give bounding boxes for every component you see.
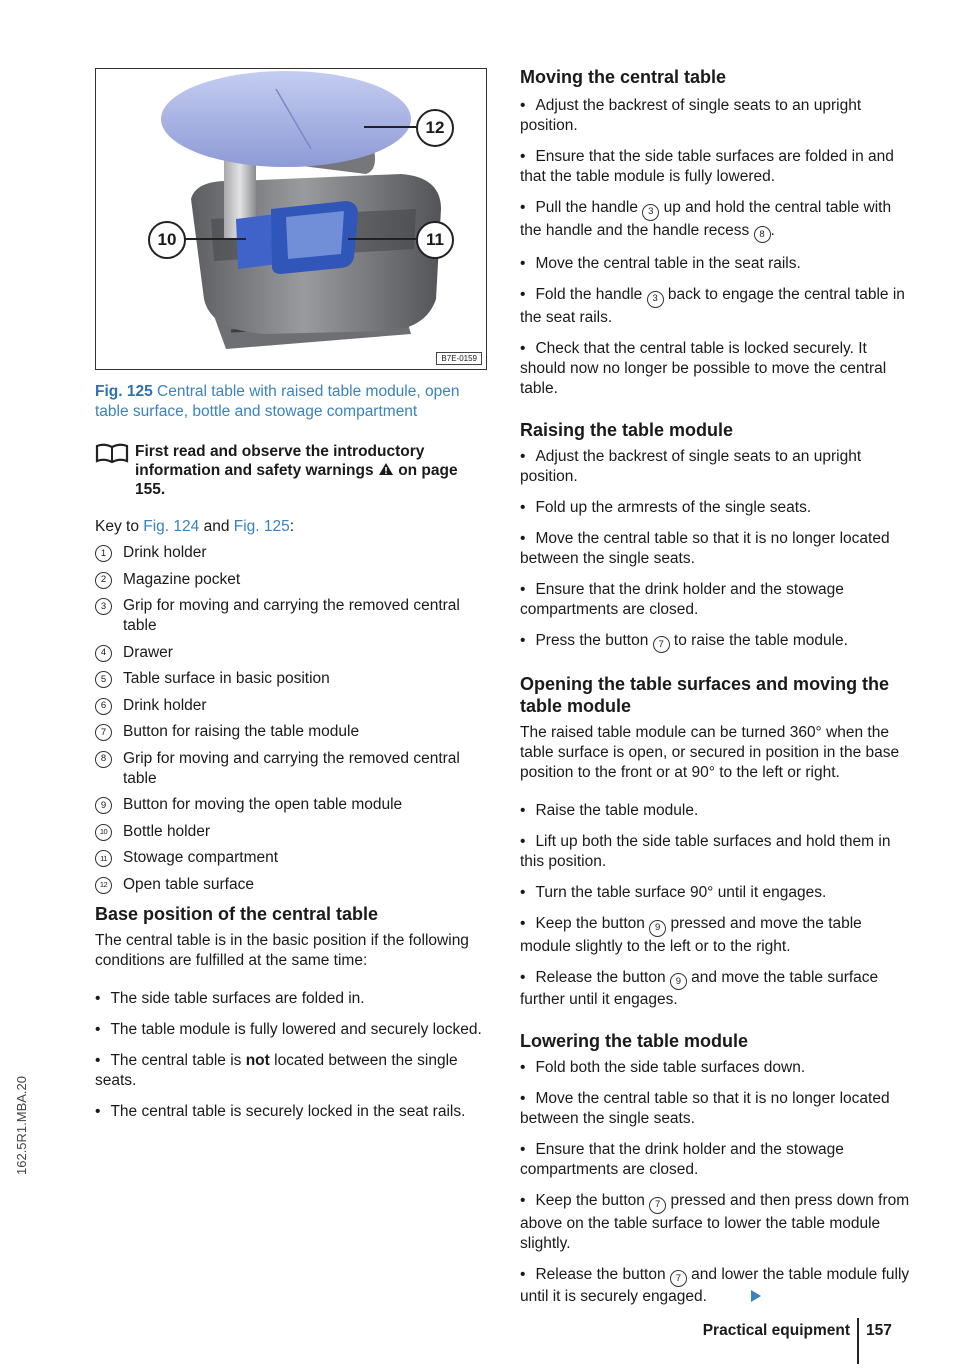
key-prefix: Key to — [95, 518, 144, 535]
ref-number: 7 — [649, 1197, 666, 1214]
callout-10: 10 — [148, 221, 186, 259]
key-item — [95, 669, 490, 689]
list-item: • Fold the handle 3 back to engage the central table in the seat rails. — [520, 286, 905, 326]
caption-label: Fig. 125 — [95, 383, 153, 400]
document-code: 162.5R1.MBA.20 — [14, 1075, 29, 1175]
key-text: Stowage compartment — [123, 849, 279, 866]
key-suffix: : — [289, 518, 295, 535]
notice — [95, 442, 490, 499]
key-text: Table surface in basic position — [123, 670, 330, 687]
list-item: • Keep the button 9 pressed and move the table module slightly to the left or to the right. — [520, 915, 862, 955]
raising-title: Raising the table module — [520, 419, 734, 440]
list-item: • Ensure that the drink holder and the stowage compartments are closed. — [520, 580, 844, 618]
notice-text — [135, 442, 490, 499]
list-item: • Check that the central table is locked securely. It should now no longer be possible to move the central table. — [520, 339, 887, 397]
ref-number: 9 — [649, 920, 666, 937]
notice-text-before: First read and observe the introductory information and safety warnings — [135, 443, 425, 479]
base-position-title: Base position of the central table — [95, 903, 379, 924]
key-item — [95, 795, 490, 815]
key-item — [95, 875, 490, 895]
lowering-list — [520, 1058, 915, 1307]
key-item — [95, 749, 490, 789]
key-number: 11 — [95, 850, 112, 867]
opening-list — [520, 801, 915, 1010]
key-intro — [95, 517, 490, 537]
list-item: • Ensure that the side table surfaces are folded in and that the table module is fully lowered. — [520, 148, 894, 185]
key-item — [95, 696, 490, 716]
list-item: • Move the central table in the seat rails. — [520, 255, 801, 272]
list-item: • The side table surfaces are folded in. — [95, 989, 365, 1007]
list-item: • Move the central table so that it is no longer located between the single seats. — [520, 529, 890, 567]
list-item: • Release the button 9 and move the table surface further until it engages. — [520, 968, 879, 1008]
raising-list — [520, 447, 915, 654]
base-position-intro: The central table is in the basic position if the following conditions are fulfilled at the same time: — [95, 931, 469, 969]
key-text: Button for raising the table module — [123, 723, 360, 740]
footer-section-title: Practical equipment — [702, 1322, 850, 1339]
list-item: • Raise the table module. — [520, 802, 699, 819]
list-item: • Adjust the backrest of single seats to an upright position. — [520, 447, 862, 485]
key-number: 1 — [95, 545, 112, 562]
notice-text-after: on page 155. — [135, 462, 458, 498]
list-item: • Lift up both the side table surfaces and hold them in this position. — [520, 833, 891, 870]
list-item: • Press the button 7 to raise the table module. — [520, 631, 915, 654]
key-number: 5 — [95, 671, 112, 688]
list-item: • Move the central table so that it is no longer located between the single seats. — [520, 1090, 890, 1127]
list-item: • The central table is not located between the single seats. — [95, 1051, 458, 1089]
left-column — [95, 68, 490, 1122]
key-text: Grip for moving and carrying the removed central table — [123, 597, 460, 634]
lowering-title: Lowering the table module — [520, 1031, 749, 1051]
list-item: • Adjust the backrest of single seats to an upright position. — [520, 97, 862, 134]
key-text: Button for moving the open table module — [123, 796, 403, 813]
key-list — [95, 543, 490, 895]
ref-number: 3 — [647, 291, 664, 308]
list-item: • Release the button 7 and lower the table module fully until it is securely engaged. — [520, 1265, 910, 1305]
key-number: 7 — [95, 724, 112, 741]
ref-number: 8 — [754, 226, 771, 243]
page-number: 157 — [866, 1322, 892, 1339]
key-number: 2 — [95, 572, 112, 589]
key-item — [95, 822, 490, 842]
list-item: • Fold up the armrests of the single seats. — [520, 498, 812, 516]
key-middle: and — [199, 518, 234, 535]
key-item — [95, 722, 490, 742]
key-number: 4 — [95, 645, 112, 662]
key-number: 6 — [95, 698, 112, 715]
list-item: • Turn the table surface 90° until it engages. — [520, 884, 827, 901]
figure-central-table — [95, 68, 487, 370]
continue-arrow-icon — [751, 1290, 761, 1302]
key-number: 3 — [95, 598, 112, 615]
key-text: Magazine pocket — [123, 570, 241, 588]
key-item — [95, 570, 490, 590]
key-text: Grip for moving and carrying the removed central table — [123, 749, 460, 787]
figure-caption — [95, 382, 490, 422]
key-item — [95, 643, 490, 663]
list-item: • Fold both the side table surfaces down. — [520, 1059, 806, 1076]
opening-intro: The raised table module can be turned 360° when the table surface is open, or secured in position in the base position to the front or at 90° to the left or right. — [520, 724, 900, 781]
image-code: B7E-0159 — [436, 352, 482, 365]
key-number: 9 — [95, 797, 112, 814]
fig-125-link[interactable]: Fig. 125 — [233, 518, 290, 535]
ref-number: 7 — [653, 636, 670, 653]
ref-number: 7 — [670, 1270, 687, 1287]
fig-124-link[interactable]: Fig. 124 — [143, 518, 200, 535]
ref-number: 3 — [642, 204, 659, 221]
key-text: Drink holder — [123, 544, 207, 561]
key-text: Drink holder — [123, 696, 207, 714]
base-position-list — [95, 989, 490, 1122]
key-item — [95, 848, 490, 868]
key-text: Drawer — [123, 643, 173, 661]
list-item: • Keep the button 7 pressed and then press down from above on the table surface to lower the table module slightly. — [520, 1192, 910, 1252]
page-footer — [0, 1318, 960, 1368]
callout-12: 12 — [416, 109, 454, 147]
list-item: • Pull the handle 3 up and hold the central table with the handle and the handle recess 8 . — [520, 198, 915, 243]
key-item — [95, 543, 490, 563]
list-item: • The table module is fully lowered and securely locked. — [95, 1020, 482, 1038]
key-number: 8 — [95, 751, 112, 768]
footer-divider — [857, 1318, 859, 1364]
key-text: Open table surface — [123, 875, 254, 893]
warning-triangle-icon — [378, 462, 394, 476]
moving-title: Moving the central table — [520, 67, 727, 87]
moving-list — [520, 96, 915, 399]
list-item: • Ensure that the drink holder and the stowage compartments are closed. — [520, 1141, 844, 1178]
list-item: • The central table is securely locked in the seat rails. — [95, 1102, 466, 1120]
key-item — [95, 596, 490, 636]
book-icon — [95, 442, 135, 499]
callout-11: 11 — [416, 221, 454, 259]
ref-number: 9 — [670, 973, 687, 990]
key-text: Bottle holder — [123, 822, 211, 840]
caption-text: Central table with raised table module, open table surface, bottle and stowage compartment — [95, 383, 460, 420]
right-column — [520, 66, 915, 1307]
opening-title: Opening the table surfaces and moving the table module — [520, 674, 890, 716]
key-number: 12 — [95, 877, 112, 894]
key-number: 10 — [95, 824, 112, 841]
